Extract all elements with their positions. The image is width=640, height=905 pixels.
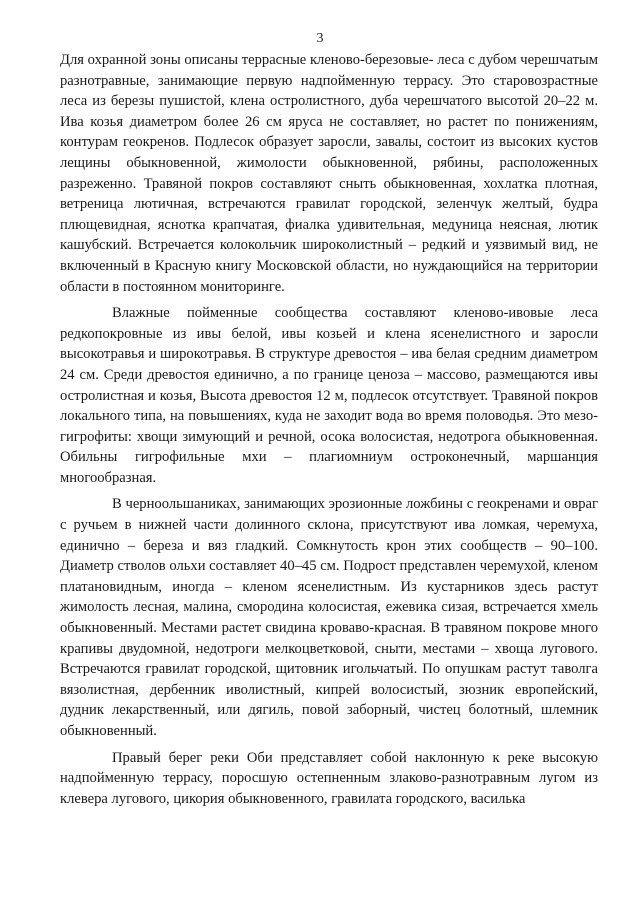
paragraph-3: В черноольшаниках, занимающих эрозионные ложбины с геокренами и овраг с ручьем в нижней части долинного склона, присутствуют ива ломкая, черемуха, единично – береза и вяз гладкий. Сомкнутость крон этих сообществ – 90–100. Диаметр стволов ольхи составляет 40–45 см. Подрост представлен черемухой, кленом платановидным, иногда – кленом ясенелистным. Из кустарников здесь растут жимолость лесная, малина, смородина колосистая, ежевика сизая, встречается хмель обыкновенный. Местами растет свидина кроваво-красная. В травяном покрове много крапивы двудомной, недотроги мелкоцветковой, сныти, местами – хвоща лугового. Встречаются гравилат городской, щитовник игольчатый. По опушкам растут таволга вязолистная, дербенник иволистный, кипрей волосистый, зюзник европейский, дудник лекарственный, или дягиль, повой заборный, чистец болотный, шлемник обыкновенный. — [60, 496, 598, 739]
document-body — [60, 50, 598, 809]
paragraph-1: Для охранной зоны описаны террасные кленово-березовые- леса с дубом черешчатым разнотравные, занимающие первую надпойменную террасу. Это старовозрастные леса из березы пушистой, клена остролистного, дуба черешчатого высотой 20–22 м. Ива козья диаметром более 26 см яруса не составляет, но растет по понижениям, контурам геокренов. Подлесок образует заросли, завалы, состоит из высоких кустов лещины обыкновенной, жимолости обыкновенной, рябины, расположенных разреженно. Травяной покров составляют сныть обыкновенная, хохлатка плотная, ветреница лютичная, встречаются гравилат городской, зеленчук желтый, будра плющевидная, яснотка крапчатая, фиалка удивительная, медуница неясная, лютик кашубский. Встречается колокольчик широколистный – редкий и уязвимый вид, не включенный в Красную книгу Московской области, но нуждающийся на территории области в постоянном мониторинге. — [60, 52, 598, 295]
page-number: 3 — [316, 31, 324, 46]
paragraph-2: Влажные пойменные сообщества составляют кленово-ивовые леса редкопокровные из ивы белой, ивы козьей и клена ясенелистного и заросли высокотравья и широкотравья. В структуре древостоя – ива белая средним диаметром 24 см. Среди древостоя единично, а по границе ценоза – массово, размещаются ивы остролистная и козья, Высота древостоя 12 м, подлесок отсутствует. Травяной покров локального типа, на повышениях, куда не заходит вода во время половодья. Это мезо-гигрофиты: хвощи зимующий и речной, осока волосистая, недотрога обыкновенная. Обильны гигрофильные мхи – плагиомниум остроконечный, маршанция многообразная. — [60, 305, 598, 486]
paragraph-4: Правый берег реки Оби представляет собой наклонную к реке высокую надпойменную террасу, поросшую остепненным злаково-разнотравным лугом из клевера лугового, цикория обыкновенного, гравилата городского, василька — [60, 749, 598, 807]
